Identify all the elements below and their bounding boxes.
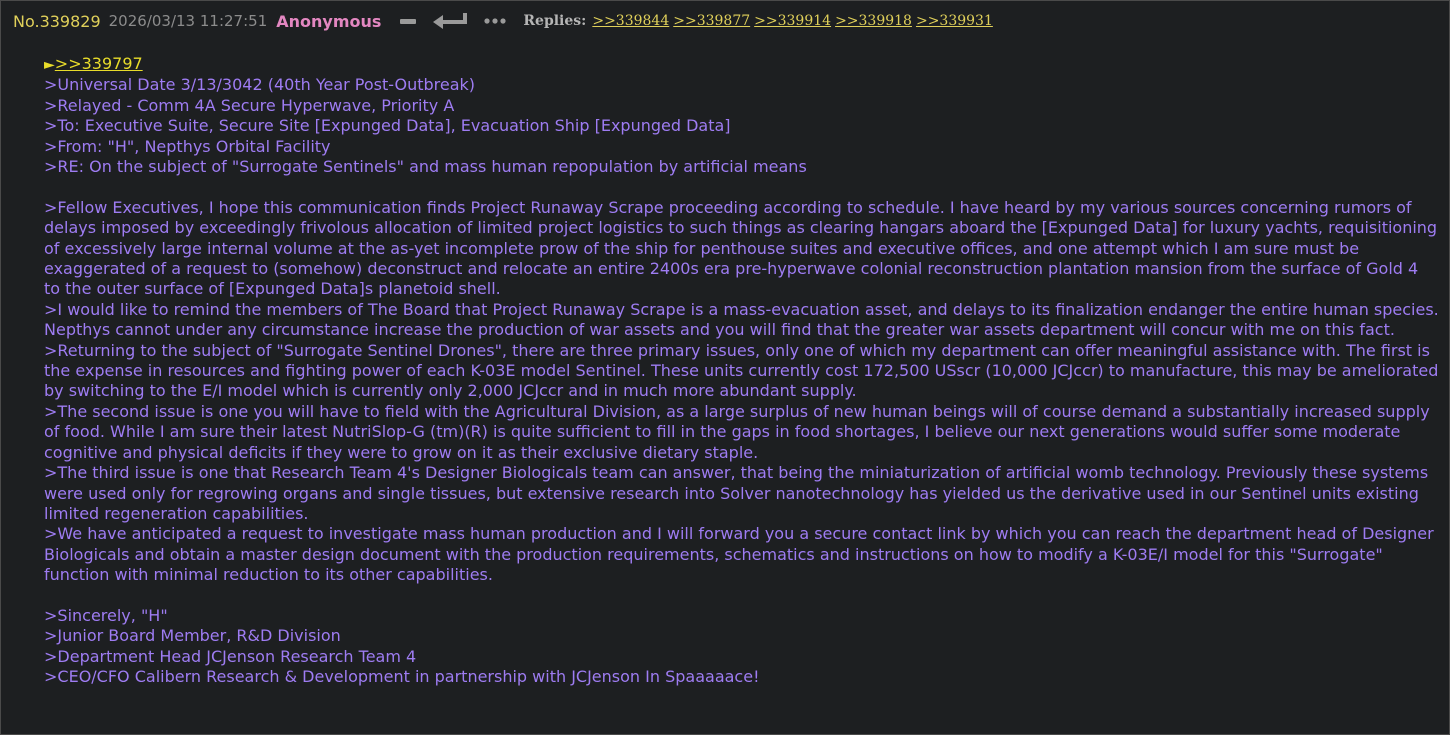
poster-name: Anonymous (276, 11, 382, 31)
body-paragraph: >The second issue is one you will have to field with the Agricultural Division, as a large surplus of new human beings will of course demand a substantially increased supply of food. While I am sure their latest NutriSlop-G (tm)(R) is quite sufficient to fill in the gaps in food shortages, I believe our next generations would suffer some moderate cognitive and physical deficits if they were to grow on it as their exclusive dietary staple. (44, 401, 1430, 462)
quote-arrow-icon: ► (44, 57, 55, 73)
signature-line: >Department Head JCJenson Research Team 4 (44, 646, 417, 666)
intro-line: >To: Executive Suite, Secure Site [Expunged Data], Evacuation Ship [Expunged Data] (44, 116, 731, 136)
more-dots-icon[interactable] (483, 12, 507, 30)
intro-line: >From: "H", Nepthys Orbital Facility (44, 136, 331, 156)
reply-link[interactable]: >>339918 (835, 13, 912, 29)
intro-line: >Relayed - Comm 4A Secure Hyperwave, Priority A (44, 95, 455, 115)
post-body (44, 54, 1439, 688)
minus-icon[interactable] (399, 12, 417, 30)
replies-label: Replies: (523, 13, 587, 29)
body-paragraph: >Fellow Executives, I hope this communication finds Project Runaway Scrape proceeding according to schedule. I have heard by my various sources concerning rumors of delays imposed by exceedingly frivolous allocation of limited project logistics to such things as clearing hangars aboard the [Expunged Data] for luxury yachts, requisitioning of excessively large internal volume at the as-yet incomplete prow of the ship for penthouse suites and executive offices, and one attempt which I am sure must be exaggerated of a request to (somehow) deconstruct and relocate an entire 2400s era pre-hyperwave colonial reconstruction plantation mansion from the surface of Gold 4 to the outer surface of [Expunged Data]s planetoid shell. (44, 197, 1438, 299)
post-header (13, 10, 997, 32)
body-paragraph: >We have anticipated a request to investigate mass human production and I will forward you a secure contact link by which you can reach the department head of Designer Biologicals and obtain a master design document with the production requirements, schematics and instructions on how to modify a K-03E/I model for this "Surrogate" function with minimal reduction to its other capabilities. (44, 524, 1434, 585)
signature-line: >Junior Board Member, R&D Division (44, 626, 341, 646)
intro-line: >RE: On the subject of "Surrogate Sentinels" and mass human repopulation by artificial means (44, 157, 807, 177)
reply-arrow-icon[interactable] (431, 11, 471, 31)
reply-link[interactable]: >>339877 (673, 13, 751, 29)
quote-reference (44, 54, 1439, 75)
line-break (44, 586, 1439, 606)
reply-link[interactable]: >>339931 (915, 13, 993, 29)
body-paragraph: >I would like to remind the members of The Board that Project Runaway Scrape is a mass-evacuation asset, and delays to its finalization endanger the entire human species. Nepthys cannot under any circumstance increase the production of war assets and you will find that the greater war assets department will concur with me on this fact. (44, 299, 1439, 340)
body-paragraph: >The third issue is one that Research Team 4's Designer Biologicals team can answer, that being the miniaturization of artificial womb technology. Previously these systems were used only for regrowing organs and single tissues, but extensive research into Solver nanotechnology has yielded us the derivative used in our Sentinel units existing limited regeneration capabilities. (44, 463, 1429, 523)
signature-line: >Sincerely, "H" (44, 605, 168, 625)
body-paragraph: >Returning to the subject of "Surrogate Sentinel Drones", there are three primary issues, only one of which my department can offer meaningful assistance with. The first is the expense in resources and fighting power of each K-03E model Sentinel. These units currently cost 172,500 USscr (10,000 JCJccr) to manufacture, this may be ameliorated by switching to the E/I model which is currently only 2,000 JCJccr and in much more abundant supply. (44, 340, 1439, 401)
line-break (44, 177, 1439, 197)
replies-list (523, 13, 996, 29)
intro-line: >Universal Date 3/13/3042 (40th Year Post-Outbreak) (44, 75, 476, 95)
post-actions (399, 11, 507, 31)
quote-link[interactable]: >>339797 (54, 54, 143, 73)
post-date: 2026/03/13 11:27:51 (108, 12, 268, 30)
post-number[interactable]: No.339829 (13, 11, 101, 31)
reply-link[interactable]: >>339844 (592, 13, 670, 29)
signature-line: >CEO/CFO Calibern Research & Development in partnership with JCJenson In Spaaaaace! (44, 667, 760, 687)
reply-link[interactable]: >>339914 (754, 13, 832, 29)
